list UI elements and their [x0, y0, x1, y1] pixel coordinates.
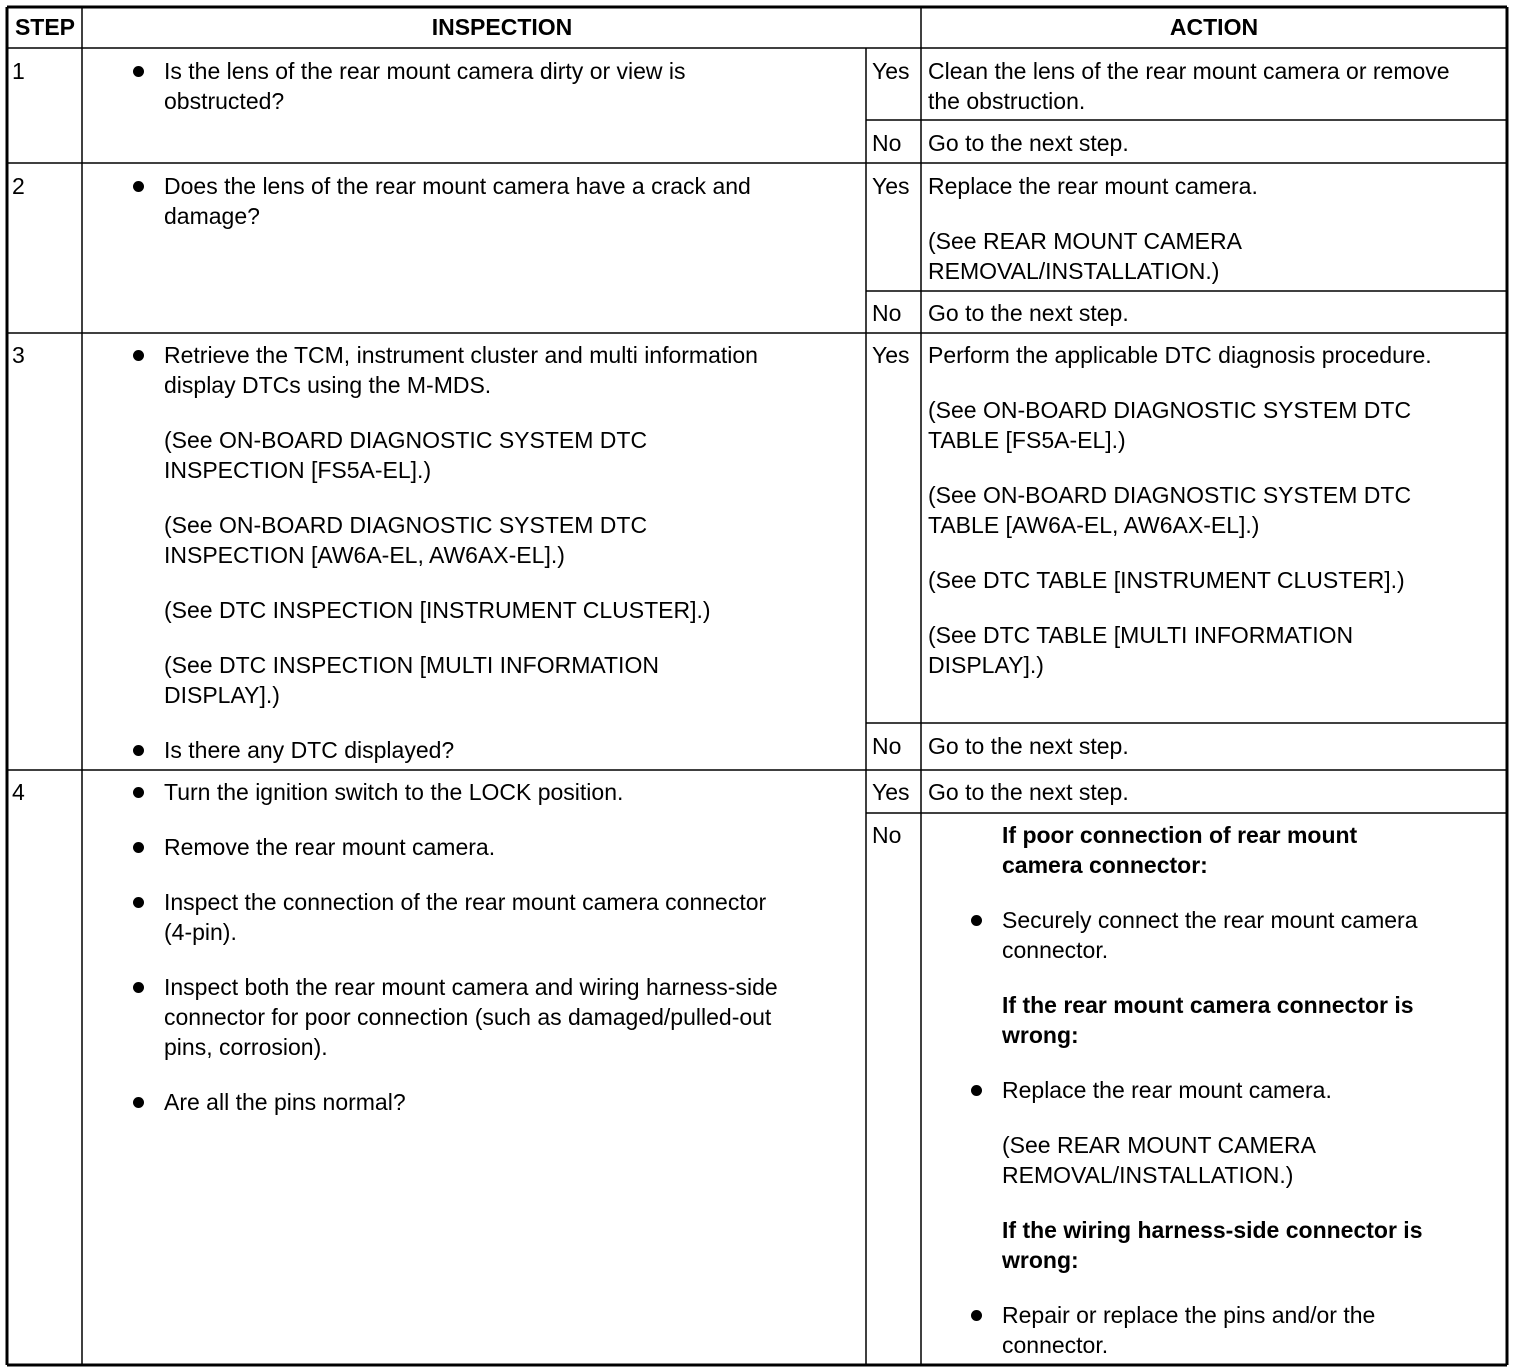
no-action-text: Repair or replace the pins and/or the — [1002, 1302, 1376, 1328]
header-step: STEP — [14, 14, 76, 40]
no-action-text: camera connector: — [1002, 852, 1208, 878]
no-label: No — [872, 733, 902, 759]
inspection-item-text: (4-pin). — [164, 919, 237, 945]
inspection-item-text: damage? — [164, 203, 260, 229]
no-action-text: Replace the rear mount camera. — [1002, 1077, 1332, 1103]
inspection-item-text: DISPLAY].) — [164, 682, 280, 708]
inspection-item-text: (See ON-BOARD DIAGNOSTIC SYSTEM DTC — [164, 427, 648, 453]
yes-label: Yes — [872, 173, 910, 199]
yes-action-text: Clean the lens of the rear mount camera or remove — [928, 58, 1450, 84]
yes-action-text: Perform the applicable DTC diagnosis procedure. — [928, 342, 1432, 368]
inspection-item-bullet-icon — [133, 181, 144, 192]
yes-action-text: DISPLAY].) — [928, 652, 1044, 678]
no-action-text: connector. — [1002, 937, 1109, 963]
inspection-item-text: Is there any DTC displayed? — [164, 737, 455, 763]
no-action-text: Go to the next step. — [928, 300, 1129, 326]
no-label: No — [872, 130, 902, 156]
inspection-item-text: Retrieve the TCM, instrument cluster and multi information — [164, 342, 758, 368]
no-action-text: (See REAR MOUNT CAMERA — [1002, 1132, 1316, 1158]
yes-action-text: (See ON-BOARD DIAGNOSTIC SYSTEM DTC — [928, 482, 1412, 508]
no-action-bullet-icon — [971, 915, 982, 926]
no-action-text: Go to the next step. — [928, 130, 1129, 156]
no-action-text: If the rear mount camera connector is — [1002, 992, 1414, 1018]
yes-label: Yes — [872, 342, 910, 368]
inspection-item-text: Inspect both the rear mount camera and wiring harness-side — [164, 974, 778, 1000]
no-label: No — [872, 300, 902, 326]
inspection-item-bullet-icon — [133, 66, 144, 77]
inspection-item-bullet-icon — [133, 982, 144, 993]
yes-action-text: (See ON-BOARD DIAGNOSTIC SYSTEM DTC — [928, 397, 1412, 423]
inspection-item-text: Remove the rear mount camera. — [164, 834, 496, 860]
inspection-item-text: connector for poor connection (such as damaged/pulled-out — [164, 1004, 772, 1030]
yes-action-text: (See DTC TABLE [MULTI INFORMATION — [928, 622, 1354, 648]
yes-action-text: TABLE [FS5A-EL].) — [928, 427, 1126, 453]
step-number: 2 — [12, 173, 25, 199]
no-action-text: If the wiring harness-side connector is — [1002, 1217, 1423, 1243]
inspection-item-bullet-icon — [133, 1097, 144, 1108]
no-action-text: wrong: — [1002, 1247, 1079, 1273]
inspection-item-text: obstructed? — [164, 88, 285, 114]
inspection-item-text: display DTCs using the M-MDS. — [164, 372, 492, 398]
yes-action-text: (See REAR MOUNT CAMERA — [928, 228, 1242, 254]
yes-action-text: (See DTC TABLE [INSTRUMENT CLUSTER].) — [928, 567, 1405, 593]
inspection-item-text: pins, corrosion). — [164, 1034, 328, 1060]
yes-label: Yes — [872, 779, 910, 805]
no-action-bullet-icon — [971, 1310, 982, 1321]
yes-action-text: TABLE [AW6A-EL, AW6AX-EL].) — [928, 512, 1260, 538]
step-number: 3 — [12, 342, 25, 368]
yes-label: Yes — [872, 58, 910, 84]
yes-action-text: the obstruction. — [928, 88, 1086, 114]
inspection-item-text: (See ON-BOARD DIAGNOSTIC SYSTEM DTC — [164, 512, 648, 538]
no-label: No — [872, 822, 902, 848]
no-action-text: Go to the next step. — [928, 733, 1129, 759]
no-action-text: Securely connect the rear mount camera — [1002, 907, 1418, 933]
no-action-text: REMOVAL/INSTALLATION.) — [1002, 1162, 1294, 1188]
inspection-item-bullet-icon — [133, 350, 144, 361]
yes-action-text: REMOVAL/INSTALLATION.) — [928, 258, 1220, 284]
inspection-item-bullet-icon — [133, 745, 144, 756]
inspection-item-text: Turn the ignition switch to the LOCK position. — [164, 779, 624, 805]
inspection-item-bullet-icon — [133, 897, 144, 908]
inspection-item-text: Are all the pins normal? — [164, 1089, 406, 1115]
inspection-item-text: Is the lens of the rear mount camera dirty or view is — [164, 58, 686, 84]
yes-action-text: Replace the rear mount camera. — [928, 173, 1258, 199]
header-action: ACTION — [1169, 14, 1259, 40]
inspection-item-bullet-icon — [133, 787, 144, 798]
no-action-bullet-icon — [971, 1085, 982, 1096]
step-number: 4 — [12, 779, 25, 805]
inspection-item-text: (See DTC INSPECTION [MULTI INFORMATION — [164, 652, 659, 678]
inspection-item-text: Does the lens of the rear mount camera have a crack and — [164, 173, 751, 199]
inspection-item-bullet-icon — [133, 842, 144, 853]
no-action-text: connector. — [1002, 1332, 1109, 1358]
inspection-item-text: Inspect the connection of the rear mount camera connector — [164, 889, 767, 915]
inspection-item-text: (See DTC INSPECTION [INSTRUMENT CLUSTER].) — [164, 597, 711, 623]
step-number: 1 — [12, 58, 25, 84]
no-action-text: wrong: — [1002, 1022, 1079, 1048]
inspection-item-text: INSPECTION [AW6A-EL, AW6AX-EL].) — [164, 542, 565, 568]
header-inspection: INSPECTION — [431, 14, 573, 40]
inspection-item-text: INSPECTION [FS5A-EL].) — [164, 457, 432, 483]
yes-action-text: Go to the next step. — [928, 779, 1129, 805]
no-action-text: If poor connection of rear mount — [1002, 822, 1358, 848]
